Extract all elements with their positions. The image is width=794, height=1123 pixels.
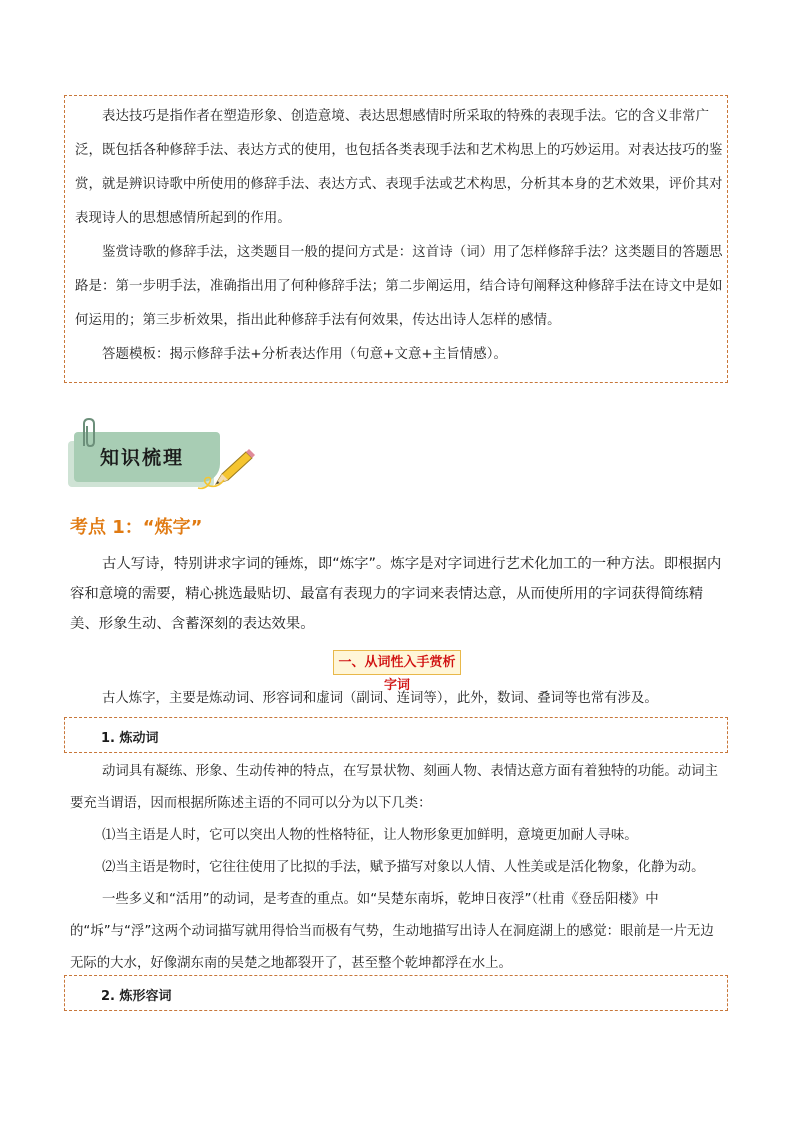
sub1-paragraph-3: ⑵当主语是物时，它往往使用了比拟的手法，赋予描写对象以人情、人性美或是活化物象，化静为动。	[102, 860, 705, 875]
sub-heading-2: 2. 炼形容词	[101, 989, 172, 1004]
sub-heading-1: 1. 炼动词	[101, 731, 159, 746]
intro-box	[64, 95, 728, 383]
kaodian-paragraph: 古人写诗，特别讲求字词的锤炼，即“炼字”。炼字是对字词进行艺术化加工的一种方法。即根据内容和意境的需要，精心挑选最贴切、最富有表现力的字词来表情达意，从而使所用的字词获得简练精美、形象生动、含蓄深刻的表达效果。	[70, 556, 722, 632]
sub1-paragraph-4: 一些多义和“活用”的动词，是考查的重点。如“吴楚东南坼，乾坤日夜浮”（杜甫《登岳阳楼》中的“坼”与“浮”这两个动词描写就用得恰当而极有气势，生动地描写出诗人在洞庭湖上的感觉：眼前是一片无边无际的大水，好像湖东南的吴楚之地都裂开了，甚至整个乾坤都浮在水上。	[70, 892, 714, 971]
intro-paragraph-3: 答题模板：揭示修辞手法+分析表达作用（句意+文意+主旨情感）。	[102, 347, 507, 362]
sub1-paragraph-1: 动词具有凝练、形象、生动传神的特点，在写景状物、刻画人物、表情达意方面有着独特的功能。动词主要充当谓语，因而根据所陈述主语的不同可以分为以下几类：	[70, 764, 718, 811]
sub-heading-box-2	[64, 975, 728, 1011]
banner-title: 知识梳理	[100, 447, 185, 469]
sub1-paragraph-2: ⑴当主语是人时，它可以突出人物的性格特征，让人物形象更加鲜明，意境更加耐人寻味。	[102, 828, 638, 843]
paperclip-icon	[78, 416, 100, 450]
swirl-icon	[196, 470, 226, 492]
section1-paragraph: 古人炼字，主要是炼动词、形容词和虚词（副词、连词等），此外，数词、叠词等也常有涉及。	[102, 691, 658, 706]
section-heading: 一、从词性入手赏析字词	[333, 650, 461, 675]
intro-paragraph-1: 表达技巧是指作者在塑造形象、创造意境、表达思想感情时所采取的特殊的表现手法。它的含义非常广泛，既包括各种修辞手法、表达方式的使用，也包括各类表现手法和艺术构思上的巧妙运用。对表达技巧的鉴赏，就是辨识诗歌中所使用的修辞手法、表达方式、表现手法或艺术构思，分析其本身的艺术效果，评价其对表现诗人的思想感情所起到的作用。	[75, 109, 723, 226]
intro-paragraph-2: 鉴赏诗歌的修辞手法，这类题目一般的提问方式是：这首诗（词）用了怎样修辞手法？这类题目的答题思路是：第一步明手法，准确指出用了何种修辞手法；第二步阐运用，结合诗句阐释这种修辞手法在诗文中是如何运用的；第三步析效果，指出此种修辞手法有何效果，传达出诗人怎样的感情。	[75, 245, 723, 328]
sub-heading-box-1	[64, 717, 728, 753]
kaodian-title: 考点 1：“炼字”	[70, 517, 203, 538]
